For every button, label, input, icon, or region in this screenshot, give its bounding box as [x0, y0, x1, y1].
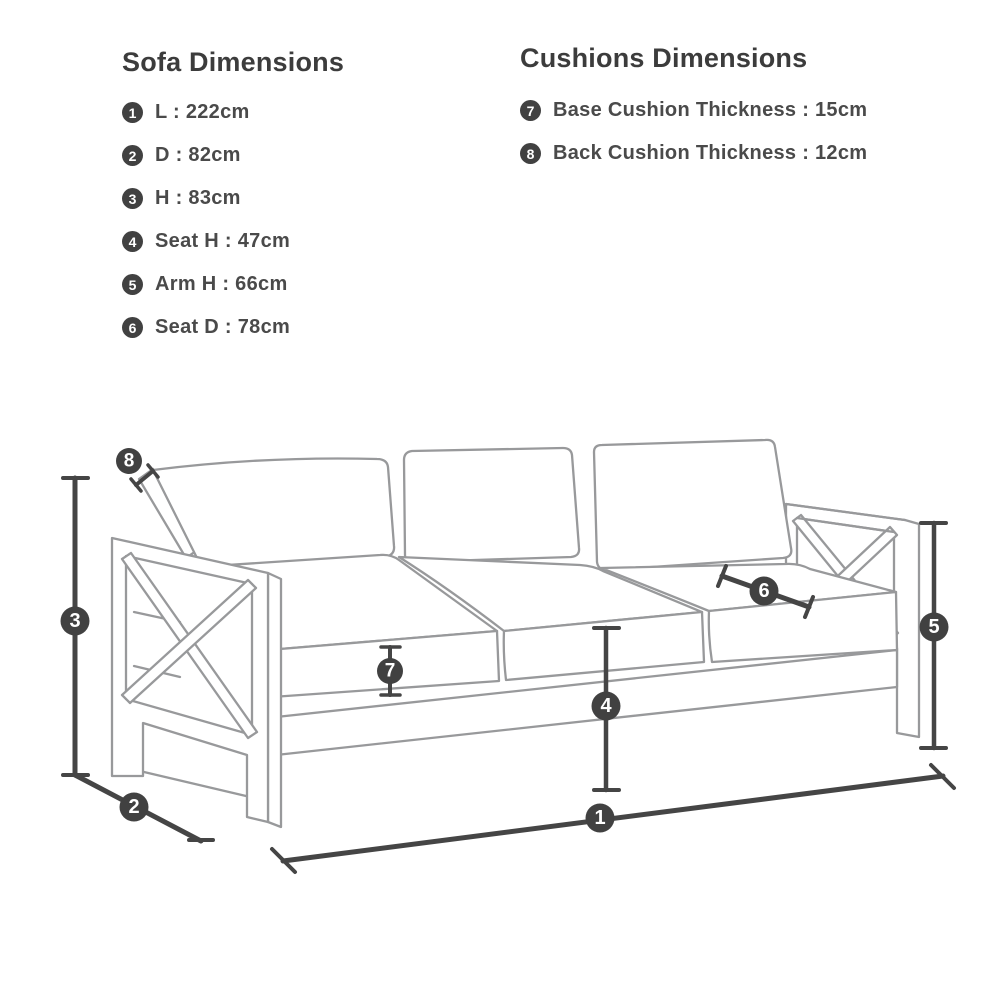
svg-text:6: 6: [758, 580, 770, 602]
diagram-badge-1: [586, 804, 615, 833]
item-label: Seat H : 47cm: [155, 230, 291, 252]
item-number-badge: 6: [122, 317, 143, 338]
item-number-badge: 3: [122, 188, 143, 209]
back-cushion-middle: [404, 448, 579, 562]
svg-text:5: 5: [928, 616, 940, 638]
diagram-badge-8: [116, 448, 142, 474]
item-label: Base Cushion Thickness : 15cm: [553, 99, 868, 121]
item-number-badge: 1: [122, 102, 143, 123]
left-arm-side-face: [268, 573, 281, 827]
item-label: Arm H : 66cm: [155, 273, 288, 295]
item-label: Back Cushion Thickness : 12cm: [553, 142, 868, 164]
item-number-badge: 2: [122, 145, 143, 166]
item-label: H : 83cm: [155, 187, 241, 209]
diagram-badge-5: [920, 613, 949, 642]
sofa-dimensions-title: Sofa Dimensions: [122, 47, 345, 77]
item-number-badge: 5: [122, 274, 143, 295]
cushions-dimensions-title: Cushions Dimensions: [520, 43, 808, 73]
svg-text:3: 3: [69, 610, 81, 632]
svg-text:2: 2: [128, 796, 140, 818]
svg-text:8: 8: [123, 450, 135, 472]
svg-text:4: 4: [600, 695, 612, 717]
item-label: D : 82cm: [155, 144, 241, 166]
sofa-drawing: [112, 440, 919, 827]
item-label: L : 222cm: [155, 101, 250, 123]
svg-text:7: 7: [384, 660, 396, 682]
diagram-badge-6: [750, 577, 779, 606]
left-base-rail: [144, 772, 246, 796]
diagram-badge-7: [377, 658, 403, 684]
diagram-badge-3: [61, 607, 90, 636]
item-number-badge: 8: [520, 143, 541, 164]
item-number-badge: 4: [122, 231, 143, 252]
svg-text:1: 1: [594, 807, 606, 829]
diagram-badge-4: [592, 692, 621, 721]
back-cushion-right: [594, 440, 791, 570]
item-number-badge: 7: [520, 100, 541, 121]
item-label: Seat D : 78cm: [155, 316, 291, 338]
diagram-badge-2: [120, 793, 149, 822]
